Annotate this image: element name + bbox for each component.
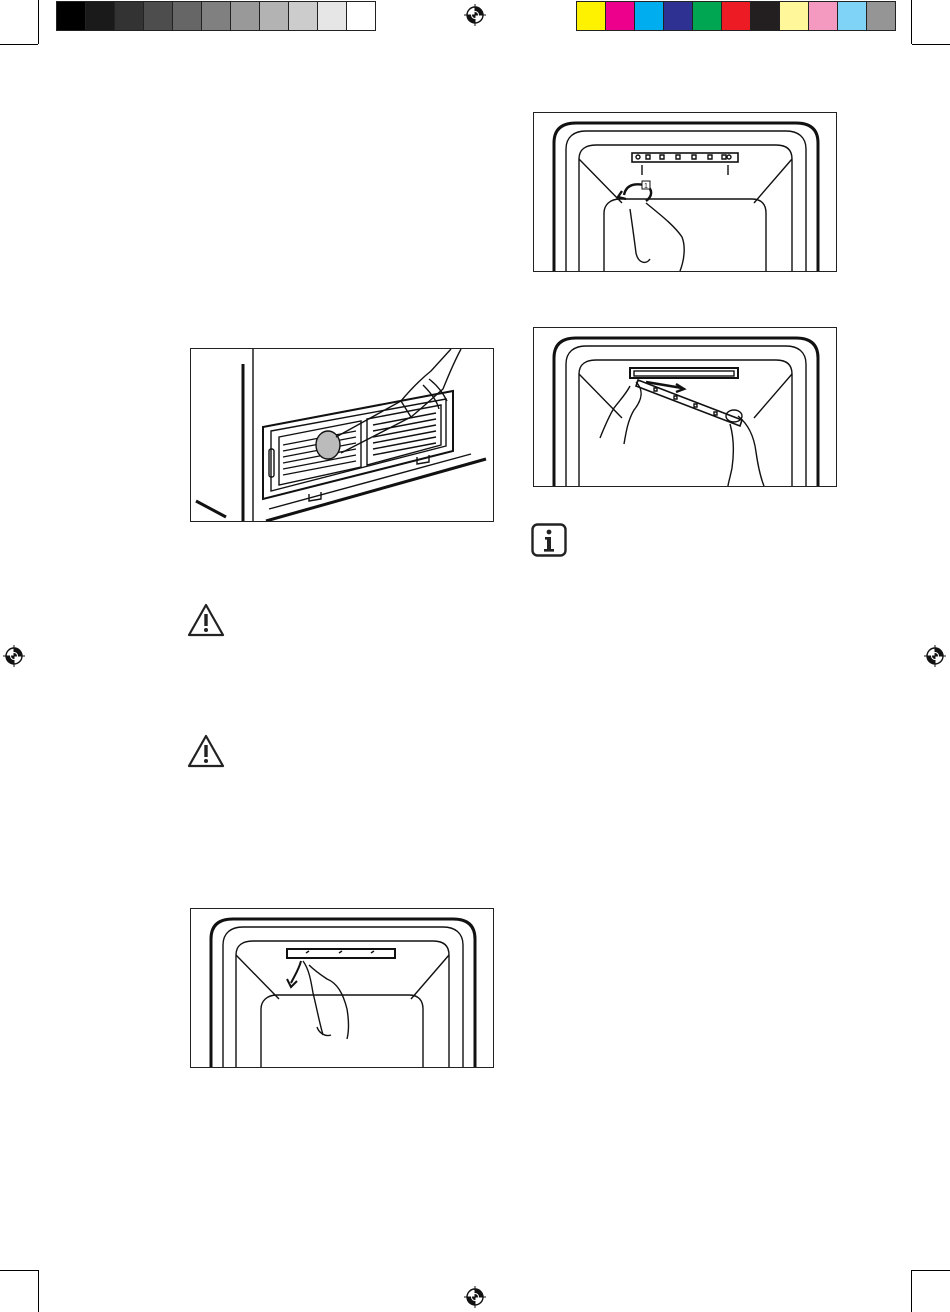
color-swatch (808, 1, 838, 31)
crop-mark-top-right-v (911, 0, 912, 44)
gray-swatch (201, 1, 231, 31)
color-swatch (692, 1, 722, 31)
gray-swatch (114, 1, 144, 31)
gray-swatch (259, 1, 289, 31)
crop-mark-top-left-v (38, 0, 39, 44)
color-swatch (779, 1, 809, 31)
gray-swatch (143, 1, 173, 31)
gray-swatch (85, 1, 115, 31)
hand-turning-light-screw-illustration (534, 113, 836, 271)
crop-mark-bottom-left-h (0, 1270, 38, 1271)
step-label: 1 (644, 183, 648, 190)
info-icon (531, 523, 567, 557)
light-strip-remove-figure (533, 327, 837, 487)
crop-mark-bottom-left-v (38, 1270, 39, 1312)
registration-mark-icon (464, 1286, 486, 1308)
light-cover-pull-figure (190, 908, 494, 1068)
filter-cleaning-figure (190, 348, 494, 522)
registration-mark-icon (464, 4, 486, 26)
crop-mark-bottom-right-h (912, 1270, 950, 1271)
gray-swatch (230, 1, 260, 31)
color-swatch (837, 1, 867, 31)
light-screw-turn-figure (533, 112, 837, 272)
color-swatch (605, 1, 635, 31)
color-swatch (576, 1, 606, 31)
gray-swatch (346, 1, 376, 31)
color-swatch (750, 1, 780, 31)
color-swatch (721, 1, 751, 31)
warning-icon (187, 734, 225, 768)
crop-mark-top-right-h (912, 44, 950, 45)
hands-removing-light-strip-illustration (534, 328, 836, 486)
color-swatch (663, 1, 693, 31)
color-swatch (866, 1, 896, 31)
crop-mark-top-left-h (0, 44, 38, 45)
gray-swatch (288, 1, 318, 31)
registration-mark-icon (924, 645, 946, 667)
crop-mark-bottom-right-v (911, 1270, 912, 1312)
gray-swatch (172, 1, 202, 31)
color-swatch (634, 1, 664, 31)
hand-brush-cleaning-filter-illustration (191, 349, 493, 521)
gray-swatch (56, 1, 86, 31)
gray-swatch (317, 1, 347, 31)
registration-mark-icon (3, 645, 25, 667)
hand-pulling-light-cover-illustration (191, 909, 493, 1067)
warning-icon (187, 603, 225, 637)
